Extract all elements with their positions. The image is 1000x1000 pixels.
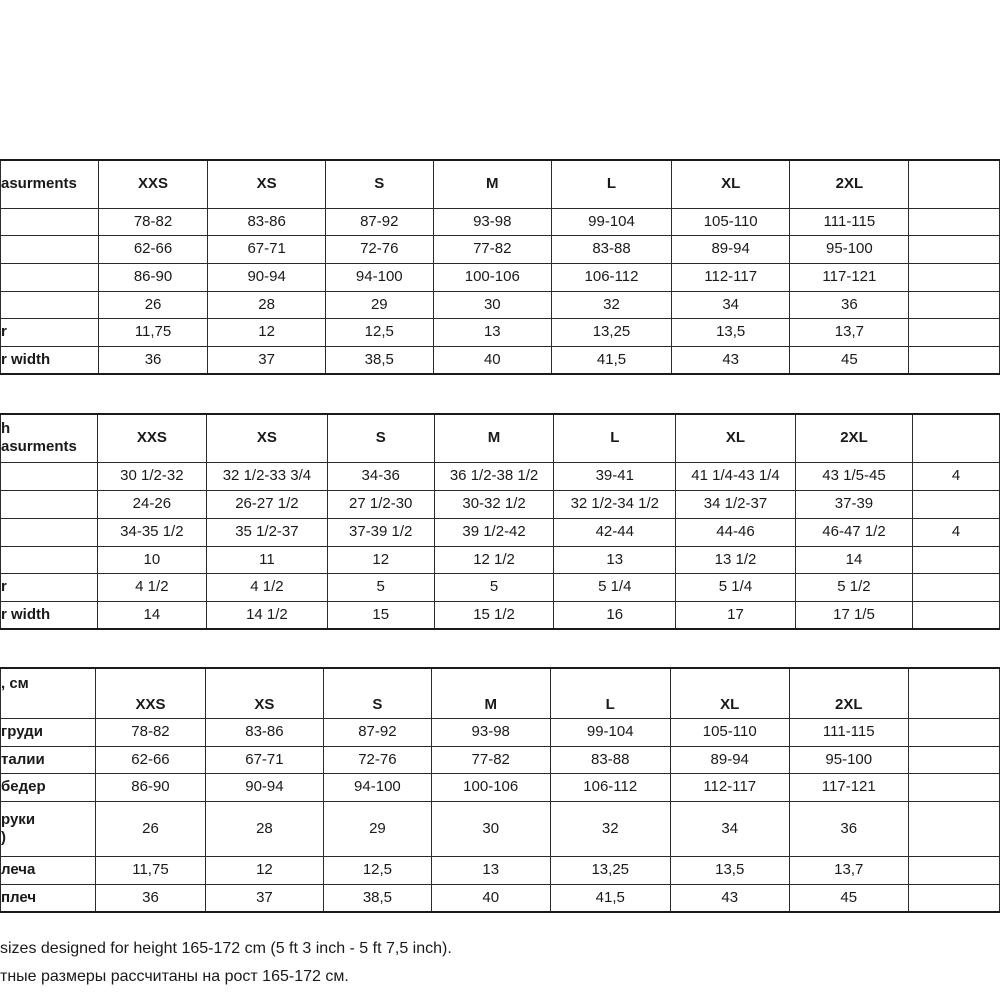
size-header: XL bbox=[676, 414, 796, 462]
cell: 43 bbox=[672, 346, 790, 374]
size-header: XXS bbox=[96, 668, 206, 718]
cell bbox=[909, 718, 1000, 746]
row-label: r bbox=[1, 318, 99, 346]
cell: 78-82 bbox=[98, 208, 208, 235]
cell: 78-82 bbox=[96, 718, 206, 746]
cell: 16 bbox=[554, 601, 676, 629]
cell: 11,75 bbox=[96, 856, 206, 884]
cell: 39-41 bbox=[554, 462, 676, 490]
cell: 26 bbox=[98, 291, 208, 318]
cell: 37 bbox=[208, 346, 326, 374]
cell: 27 1/2-30 bbox=[327, 490, 434, 518]
cell: 30 bbox=[431, 801, 550, 856]
cell: 67-71 bbox=[205, 746, 323, 773]
cell: 83-86 bbox=[205, 718, 323, 746]
table-row bbox=[1, 746, 1000, 773]
size-header: S bbox=[323, 668, 431, 718]
cell: 12,5 bbox=[325, 318, 433, 346]
row-label bbox=[1, 546, 98, 573]
cell: 36 bbox=[96, 884, 206, 912]
cell: 17 1/5 bbox=[795, 601, 912, 629]
row-label: груди bbox=[1, 718, 96, 746]
cell: 93-98 bbox=[431, 718, 550, 746]
size-header: L bbox=[551, 160, 671, 208]
cell bbox=[909, 801, 1000, 856]
cell bbox=[913, 546, 1000, 573]
row-label: r bbox=[1, 573, 98, 601]
size-header: XS bbox=[208, 160, 326, 208]
size-header: XS bbox=[205, 668, 323, 718]
cell: 40 bbox=[433, 346, 551, 374]
cell: 5 bbox=[434, 573, 554, 601]
cell: 93-98 bbox=[433, 208, 551, 235]
cell: 4 1/2 bbox=[207, 573, 328, 601]
cell: 5 bbox=[327, 573, 434, 601]
cell: 15 1/2 bbox=[434, 601, 554, 629]
cell: 35 1/2-37 bbox=[207, 518, 328, 546]
cell: 111-115 bbox=[790, 208, 909, 235]
cell: 5 1/4 bbox=[676, 573, 796, 601]
cell: 11 bbox=[207, 546, 328, 573]
cell: 87-92 bbox=[325, 208, 433, 235]
cell: 34 bbox=[670, 801, 789, 856]
table-title: h asurments bbox=[1, 414, 98, 462]
cell: 38,5 bbox=[325, 346, 433, 374]
row-label bbox=[1, 235, 99, 263]
size-header: XXS bbox=[98, 160, 208, 208]
table-row bbox=[1, 346, 1000, 374]
cell: 90-94 bbox=[208, 263, 326, 291]
cell: 13,25 bbox=[551, 318, 671, 346]
cell: 72-76 bbox=[323, 746, 431, 773]
row-label: руки ) bbox=[1, 801, 96, 856]
cell: 14 bbox=[795, 546, 912, 573]
row-label: лечa bbox=[1, 856, 96, 884]
cell bbox=[913, 490, 1000, 518]
row-label bbox=[1, 518, 98, 546]
footnote-ru: тные размеры рассчитаны на рост 165-172 см. bbox=[0, 968, 349, 985]
cell: 62-66 bbox=[98, 235, 208, 263]
table-title: asurments bbox=[1, 160, 99, 208]
cell: 46-47 1/2 bbox=[795, 518, 912, 546]
cell bbox=[909, 208, 1000, 235]
cell bbox=[909, 318, 1000, 346]
cell: 95-100 bbox=[790, 235, 909, 263]
cell bbox=[909, 263, 1000, 291]
table-row bbox=[1, 884, 1000, 912]
cell: 77-82 bbox=[433, 235, 551, 263]
cell: 37 bbox=[205, 884, 323, 912]
cell: 44-46 bbox=[676, 518, 796, 546]
size-header: M bbox=[434, 414, 554, 462]
cell bbox=[909, 884, 1000, 912]
size-header: M bbox=[431, 668, 550, 718]
size-header: XXS bbox=[97, 414, 206, 462]
cell: 32 bbox=[551, 291, 671, 318]
cell: 32 1/2-34 1/2 bbox=[554, 490, 676, 518]
cell: 34 1/2-37 bbox=[676, 490, 796, 518]
cell: 13,7 bbox=[790, 318, 909, 346]
cell: 13 bbox=[433, 318, 551, 346]
cell: 105-110 bbox=[672, 208, 790, 235]
cell: 42-44 bbox=[554, 518, 676, 546]
size-header: XS bbox=[207, 414, 328, 462]
cell: 13,25 bbox=[550, 856, 670, 884]
size-header: M bbox=[433, 160, 551, 208]
cell: 12 bbox=[205, 856, 323, 884]
cell: 10 bbox=[97, 546, 206, 573]
table-row bbox=[1, 318, 1000, 346]
table-row bbox=[1, 601, 1000, 629]
cell bbox=[913, 601, 1000, 629]
cell: 13,5 bbox=[670, 856, 789, 884]
cell: 40 bbox=[431, 884, 550, 912]
cell: 4 bbox=[913, 462, 1000, 490]
table-row bbox=[1, 208, 1000, 235]
cell: 32 bbox=[550, 801, 670, 856]
cell: 94-100 bbox=[323, 773, 431, 801]
cell: 41,5 bbox=[551, 346, 671, 374]
cell: 11,75 bbox=[98, 318, 208, 346]
size-header: S bbox=[327, 414, 434, 462]
size-header bbox=[913, 414, 1000, 462]
cell: 41 1/4-43 1/4 bbox=[676, 462, 796, 490]
table-row bbox=[1, 263, 1000, 291]
cell: 43 1/5-45 bbox=[795, 462, 912, 490]
cell: 77-82 bbox=[431, 746, 550, 773]
table-row bbox=[1, 462, 1000, 490]
header-row bbox=[1, 414, 1000, 462]
cell: 100-106 bbox=[431, 773, 550, 801]
size-table-cm-ru bbox=[0, 667, 1000, 913]
size-header: L bbox=[554, 414, 676, 462]
cell: 83-88 bbox=[551, 235, 671, 263]
cell: 34 bbox=[672, 291, 790, 318]
cell bbox=[909, 856, 1000, 884]
row-label bbox=[1, 263, 99, 291]
table-row bbox=[1, 773, 1000, 801]
size-header: 2XL bbox=[789, 668, 908, 718]
cell: 30 bbox=[433, 291, 551, 318]
table-row bbox=[1, 573, 1000, 601]
cell: 111-115 bbox=[789, 718, 908, 746]
cell: 95-100 bbox=[789, 746, 908, 773]
cell: 99-104 bbox=[551, 208, 671, 235]
cell: 13,5 bbox=[672, 318, 790, 346]
cell: 13,7 bbox=[789, 856, 908, 884]
cell: 39 1/2-42 bbox=[434, 518, 554, 546]
cell: 36 bbox=[789, 801, 908, 856]
cell: 30 1/2-32 bbox=[97, 462, 206, 490]
row-label bbox=[1, 208, 99, 235]
size-header bbox=[909, 160, 1000, 208]
cell: 105-110 bbox=[670, 718, 789, 746]
cell: 15 bbox=[327, 601, 434, 629]
cell: 72-76 bbox=[325, 235, 433, 263]
size-table-inch-en bbox=[0, 413, 1000, 630]
cell: 26 bbox=[96, 801, 206, 856]
cell: 29 bbox=[325, 291, 433, 318]
cell: 26-27 1/2 bbox=[207, 490, 328, 518]
cell: 12,5 bbox=[323, 856, 431, 884]
cell: 45 bbox=[790, 346, 909, 374]
size-header: 2XL bbox=[795, 414, 912, 462]
header-row bbox=[1, 668, 1000, 718]
cell bbox=[909, 746, 1000, 773]
cell: 37-39 bbox=[795, 490, 912, 518]
cell: 13 bbox=[431, 856, 550, 884]
size-header bbox=[909, 668, 1000, 718]
table-row bbox=[1, 801, 1000, 856]
cell: 87-92 bbox=[323, 718, 431, 746]
cell: 86-90 bbox=[96, 773, 206, 801]
cell: 89-94 bbox=[672, 235, 790, 263]
size-header: L bbox=[550, 668, 670, 718]
cell: 30-32 1/2 bbox=[434, 490, 554, 518]
cell: 83-88 bbox=[550, 746, 670, 773]
size-table-cm-en bbox=[0, 159, 1000, 375]
cell: 83-86 bbox=[208, 208, 326, 235]
cell: 117-121 bbox=[790, 263, 909, 291]
cell: 43 bbox=[670, 884, 789, 912]
row-label: бедер bbox=[1, 773, 96, 801]
cell: 106-112 bbox=[551, 263, 671, 291]
table-row bbox=[1, 291, 1000, 318]
cell: 99-104 bbox=[550, 718, 670, 746]
cell: 14 bbox=[97, 601, 206, 629]
cell: 41,5 bbox=[550, 884, 670, 912]
header-row bbox=[1, 160, 1000, 208]
row-label bbox=[1, 490, 98, 518]
cell: 12 bbox=[327, 546, 434, 573]
cell: 90-94 bbox=[205, 773, 323, 801]
cell: 4 bbox=[913, 518, 1000, 546]
cell: 38,5 bbox=[323, 884, 431, 912]
cell: 36 bbox=[790, 291, 909, 318]
cell: 5 1/2 bbox=[795, 573, 912, 601]
table-row bbox=[1, 546, 1000, 573]
cell: 112-117 bbox=[672, 263, 790, 291]
table-row bbox=[1, 235, 1000, 263]
cell: 17 bbox=[676, 601, 796, 629]
cell bbox=[909, 346, 1000, 374]
row-label: плеч bbox=[1, 884, 96, 912]
cell bbox=[909, 291, 1000, 318]
table-title: , см bbox=[1, 668, 96, 718]
size-header: XL bbox=[672, 160, 790, 208]
cell: 86-90 bbox=[98, 263, 208, 291]
cell: 32 1/2-33 3/4 bbox=[207, 462, 328, 490]
cell: 12 1/2 bbox=[434, 546, 554, 573]
size-header: 2XL bbox=[790, 160, 909, 208]
cell: 14 1/2 bbox=[207, 601, 328, 629]
cell: 29 bbox=[323, 801, 431, 856]
row-label bbox=[1, 291, 99, 318]
size-header: XL bbox=[670, 668, 789, 718]
cell: 34-35 1/2 bbox=[97, 518, 206, 546]
cell: 12 bbox=[208, 318, 326, 346]
cell: 100-106 bbox=[433, 263, 551, 291]
row-label: r width bbox=[1, 601, 98, 629]
cell: 36 1/2-38 1/2 bbox=[434, 462, 554, 490]
row-label bbox=[1, 462, 98, 490]
cell: 67-71 bbox=[208, 235, 326, 263]
cell: 13 1/2 bbox=[676, 546, 796, 573]
table-row bbox=[1, 718, 1000, 746]
cell: 24-26 bbox=[97, 490, 206, 518]
cell: 37-39 1/2 bbox=[327, 518, 434, 546]
cell: 45 bbox=[789, 884, 908, 912]
row-label: r width bbox=[1, 346, 99, 374]
table-row bbox=[1, 490, 1000, 518]
row-label: талии bbox=[1, 746, 96, 773]
cell: 62-66 bbox=[96, 746, 206, 773]
cell bbox=[909, 235, 1000, 263]
footnote-en: sizes designed for height 165-172 cm (5 ft 3 inch - 5 ft 7,5 inch). bbox=[0, 940, 452, 957]
cell bbox=[909, 773, 1000, 801]
cell: 28 bbox=[205, 801, 323, 856]
cell: 4 1/2 bbox=[97, 573, 206, 601]
cell: 106-112 bbox=[550, 773, 670, 801]
cell: 94-100 bbox=[325, 263, 433, 291]
cell: 117-121 bbox=[789, 773, 908, 801]
cell bbox=[913, 573, 1000, 601]
size-header: S bbox=[325, 160, 433, 208]
cell: 28 bbox=[208, 291, 326, 318]
cell: 89-94 bbox=[670, 746, 789, 773]
cell: 36 bbox=[98, 346, 208, 374]
cell: 13 bbox=[554, 546, 676, 573]
cell: 112-117 bbox=[670, 773, 789, 801]
cell: 34-36 bbox=[327, 462, 434, 490]
table-row bbox=[1, 856, 1000, 884]
table-row bbox=[1, 518, 1000, 546]
cell: 5 1/4 bbox=[554, 573, 676, 601]
